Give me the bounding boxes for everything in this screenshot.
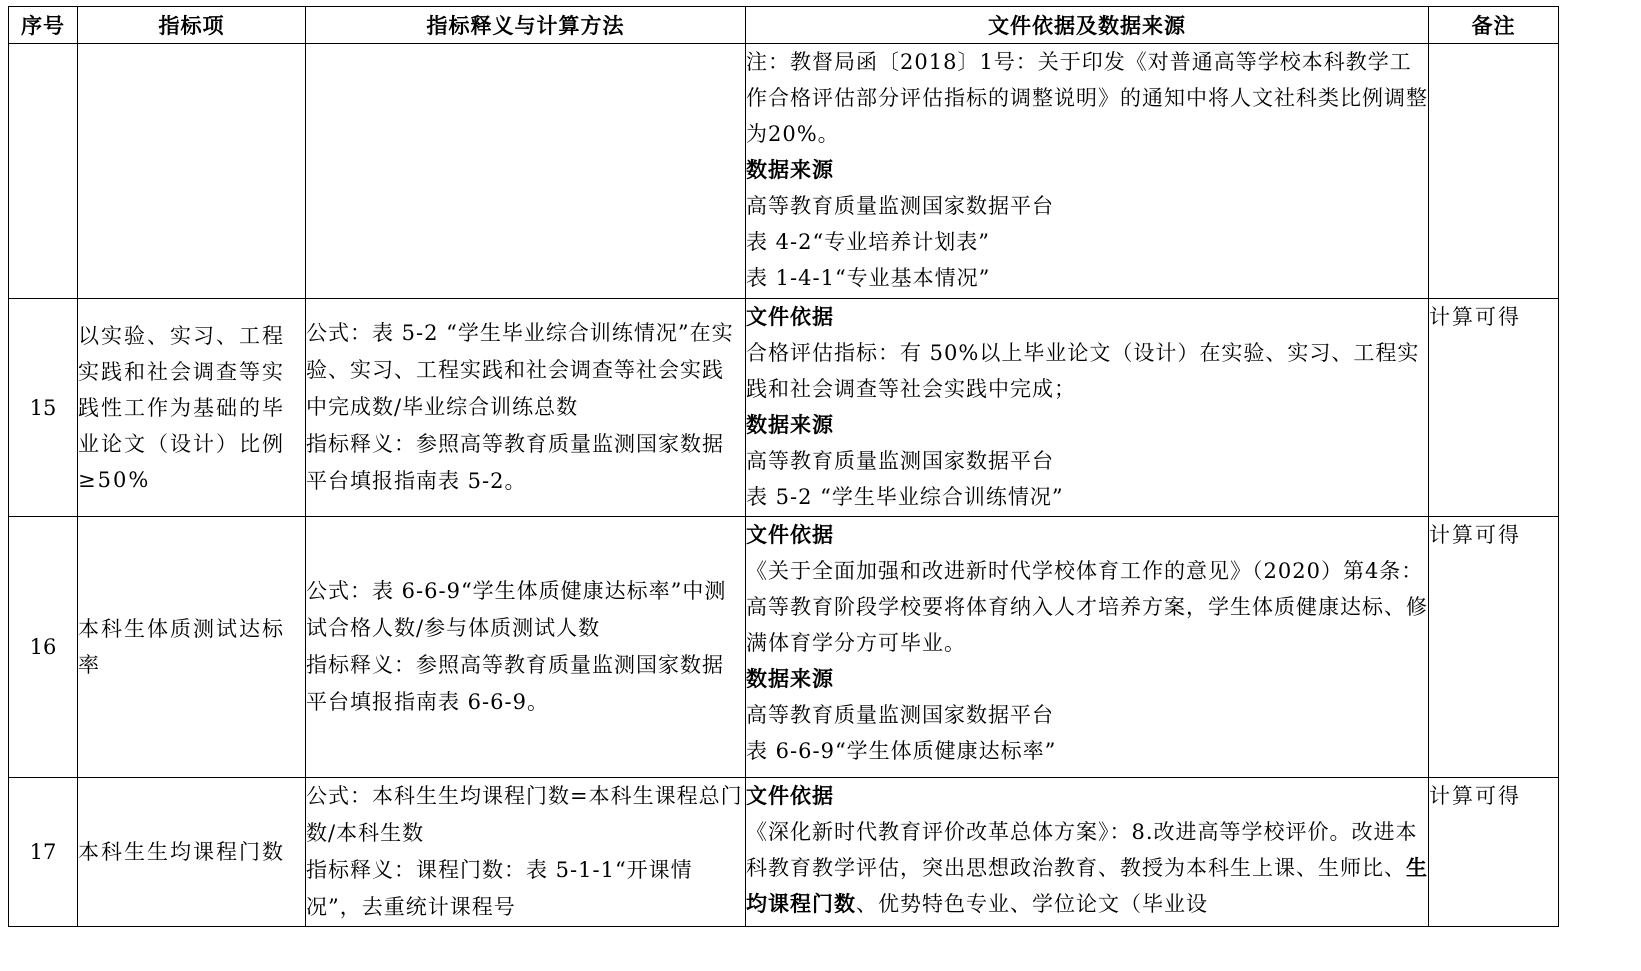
method-definition: 指标释义：课程门数：表 5-1-1“开课情况”，去重统计课程号 bbox=[306, 858, 693, 919]
table-row bbox=[9, 517, 1559, 778]
row-source bbox=[746, 778, 1429, 927]
row-source bbox=[746, 517, 1429, 778]
header-remark: 备注 bbox=[1429, 7, 1559, 44]
table-row bbox=[9, 778, 1559, 927]
header-index: 序号 bbox=[9, 7, 78, 44]
row-method bbox=[306, 44, 746, 299]
source-heading: 文件依据 bbox=[746, 784, 834, 808]
indicator-table bbox=[8, 6, 1559, 927]
row-method bbox=[306, 517, 746, 778]
row-indicator: 本科生生均课程门数 bbox=[78, 778, 306, 927]
row-remark: 计算可得 bbox=[1429, 517, 1559, 778]
row-source bbox=[746, 299, 1429, 517]
row-index: 16 bbox=[9, 517, 78, 778]
method-formula: 公式：表 5-2 “学生毕业综合训练情况”在实验、实习、工程实践和社会调查等社会实践中完成数/毕业综合训练总数 bbox=[306, 321, 734, 419]
source-line: 高等教育质量监测国家数据平台 bbox=[746, 703, 1054, 727]
row-remark bbox=[1429, 44, 1559, 299]
source-line: 表 1-4-1“专业基本情况” bbox=[746, 266, 991, 290]
row-method bbox=[306, 299, 746, 517]
table-header-row bbox=[9, 7, 1559, 44]
header-method: 指标释义与计算方法 bbox=[306, 7, 746, 44]
header-indicator: 指标项 bbox=[78, 7, 306, 44]
method-definition: 指标释义：参照高等教育质量监测国家数据平台填报指南表 6-6-9。 bbox=[306, 653, 724, 714]
source-line: 表 4-2“专业培养计划表” bbox=[746, 230, 990, 254]
method-formula: 公式：本科生生均课程门数=本科生课程总门数/本科生数 bbox=[306, 784, 743, 845]
source-heading: 数据来源 bbox=[746, 413, 834, 437]
source-line: 《关于全面加强和改进新时代学校体育工作的意见》（2020）第4条：高等教育阶段学校要将体育纳入人才培养方案，学生体质健康达标、修满体育学分方可毕业。 bbox=[746, 559, 1428, 655]
row-indicator: 以实验、实习、工程实践和社会调查等实践性工作为基础的毕业论文（设计）比例≥50% bbox=[78, 299, 306, 517]
source-line: 、优势特色专业、学位论文（毕业设 bbox=[856, 892, 1208, 916]
table-row bbox=[9, 44, 1559, 299]
row-source bbox=[746, 44, 1429, 299]
source-note: 注：教督局函〔2018〕1号：关于印发《对普通高等学校本科教学工作合格评估部分评估指标的调整说明》的通知中将人文社科类比例调整为20%。 bbox=[746, 50, 1428, 146]
method-formula: 公式：表 6-6-9“学生体质健康达标率”中测试合格人数/参与体质测试人数 bbox=[306, 579, 727, 640]
row-remark: 计算可得 bbox=[1429, 299, 1559, 517]
source-line: 合格评估指标：有 50%以上毕业论文（设计）在实验、实习、工程实践和社会调查等社会实践中完成； bbox=[746, 341, 1420, 401]
source-heading: 文件依据 bbox=[746, 305, 834, 329]
source-heading: 数据来源 bbox=[746, 667, 834, 691]
source-line: 高等教育质量监测国家数据平台 bbox=[746, 194, 1054, 218]
source-line: 表 5-2 “学生毕业综合训练情况” bbox=[746, 485, 1064, 509]
row-index bbox=[9, 44, 78, 299]
source-heading: 文件依据 bbox=[746, 523, 834, 547]
row-method bbox=[306, 778, 746, 927]
header-source: 文件依据及数据来源 bbox=[746, 7, 1429, 44]
method-definition: 指标释义：参照高等教育质量监测国家数据平台填报指南表 5-2。 bbox=[306, 432, 724, 493]
row-index: 15 bbox=[9, 299, 78, 517]
row-remark: 计算可得 bbox=[1429, 778, 1559, 927]
table-row bbox=[9, 299, 1559, 517]
row-indicator bbox=[78, 44, 306, 299]
source-line: 《深化新时代教育评价改革总体方案》：8.改进高等学校评价。改进本科教育教学评估，突出思想政治教育、教授为本科生上课、生师比、 bbox=[746, 820, 1418, 880]
source-emphasis: 生均课程门数 bbox=[746, 856, 1428, 916]
source-line: 高等教育质量监测国家数据平台 bbox=[746, 449, 1054, 473]
source-line: 表 6-6-9“学生体质健康达标率” bbox=[746, 739, 1057, 763]
row-index: 17 bbox=[9, 778, 78, 927]
source-heading: 数据来源 bbox=[746, 158, 834, 182]
row-indicator: 本科生体质测试达标率 bbox=[78, 517, 306, 778]
